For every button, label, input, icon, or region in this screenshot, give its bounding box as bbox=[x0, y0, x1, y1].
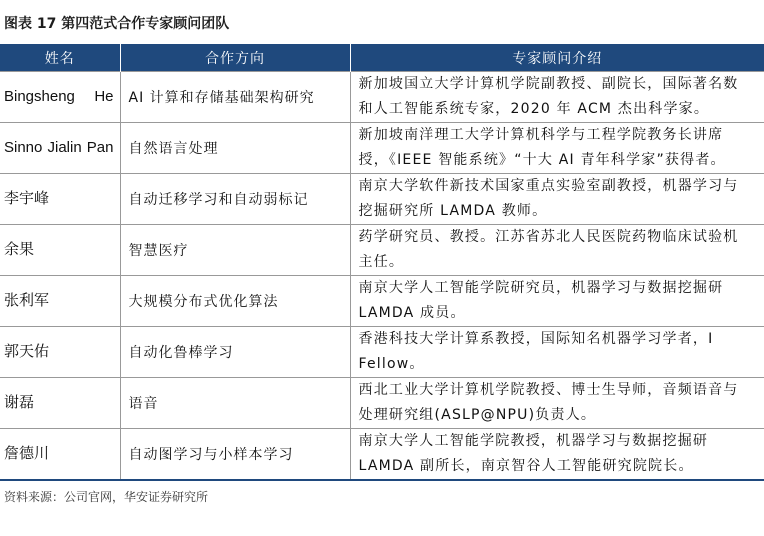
intro-line: 南京大学人工智能学院研究员，机器学习与数据挖掘研 bbox=[358, 280, 724, 296]
header-intro: 专家顾问介绍 bbox=[350, 44, 764, 72]
cell-name: 詹德川 bbox=[0, 429, 120, 481]
cell-direction: 智慧医疗 bbox=[120, 225, 350, 276]
cell-intro bbox=[350, 123, 764, 174]
intro-line: 西北工业大学计算机学院教授、博士生导师，音频语音与 bbox=[358, 382, 739, 398]
table-row bbox=[0, 123, 764, 174]
intro-line: 和人工智能系统专家，2020 年 ACM 杰出科学家。 bbox=[358, 101, 710, 117]
table-row bbox=[0, 429, 764, 481]
cell-direction: 语音 bbox=[120, 378, 350, 429]
intro-line: 香港科技大学计算系教授，国际知名机器学习学者，I bbox=[358, 331, 714, 347]
cell-intro bbox=[350, 327, 764, 378]
intro-line: 新加坡南洋理工大学计算机科学与工程学院教务长讲席 bbox=[358, 127, 724, 143]
table-row bbox=[0, 174, 764, 225]
cell-direction: 自动图学习与小样本学习 bbox=[120, 429, 350, 481]
cell-direction: 自动化鲁棒学习 bbox=[120, 327, 350, 378]
cell-intro bbox=[350, 276, 764, 327]
intro-line: Fellow。 bbox=[358, 356, 425, 372]
intro-line: 南京大学人工智能学院教授，机器学习与数据挖掘研 bbox=[358, 433, 709, 449]
cell-name: Bingsheng He bbox=[0, 72, 120, 123]
intro-line: 主任。 bbox=[358, 254, 405, 270]
cell-name: 郭天佑 bbox=[0, 327, 120, 378]
figure-title: 图表 17 第四范式合作专家顾问团队 bbox=[4, 16, 230, 32]
cell-name: 余果 bbox=[0, 225, 120, 276]
table-row bbox=[0, 378, 764, 429]
table-row bbox=[0, 225, 764, 276]
intro-line: LAMDA 成员。 bbox=[358, 305, 466, 321]
cell-name: 谢磊 bbox=[0, 378, 120, 429]
cell-direction: AI 计算和存储基础架构研究 bbox=[120, 72, 350, 123]
intro-line: 授，《IEEE 智能系统》“十大 AI 青年科学家”获得者。 bbox=[358, 152, 726, 168]
table-row bbox=[0, 276, 764, 327]
intro-line: LAMDA 副所长，南京智谷人工智能研究院院长。 bbox=[358, 458, 694, 474]
intro-line: 处理研究组(ASLP@NPU)负责人。 bbox=[358, 407, 597, 423]
cell-intro bbox=[350, 72, 764, 123]
header-name: 姓名 bbox=[0, 44, 120, 72]
cell-direction: 大规模分布式优化算法 bbox=[120, 276, 350, 327]
table-row bbox=[0, 327, 764, 378]
cell-name: 李宇峰 bbox=[0, 174, 120, 225]
cell-name: 张利军 bbox=[0, 276, 120, 327]
cell-intro bbox=[350, 378, 764, 429]
source-note: 资料来源：公司官网，华安证券研究所 bbox=[4, 490, 209, 504]
intro-line: 新加坡国立大学计算机学院副教授、副院长，国际著名数 bbox=[358, 76, 739, 92]
intro-line: 南京大学软件新技术国家重点实验室副教授，机器学习与 bbox=[358, 178, 739, 194]
intro-line: 药学研究员、教授。江苏省苏北人民医院药物临床试验机 bbox=[358, 229, 739, 245]
table-header-row bbox=[0, 44, 764, 72]
header-direction: 合作方向 bbox=[120, 44, 350, 72]
cell-direction: 自然语言处理 bbox=[120, 123, 350, 174]
table-row bbox=[0, 72, 764, 123]
cell-name: Sinno Jialin Pan bbox=[0, 123, 120, 174]
cell-intro bbox=[350, 225, 764, 276]
cell-intro bbox=[350, 429, 764, 481]
cell-direction: 自动迁移学习和自动弱标记 bbox=[120, 174, 350, 225]
intro-line: 挖掘研究所 LAMDA 教师。 bbox=[358, 203, 548, 219]
advisor-table bbox=[0, 44, 764, 481]
cell-intro bbox=[350, 174, 764, 225]
